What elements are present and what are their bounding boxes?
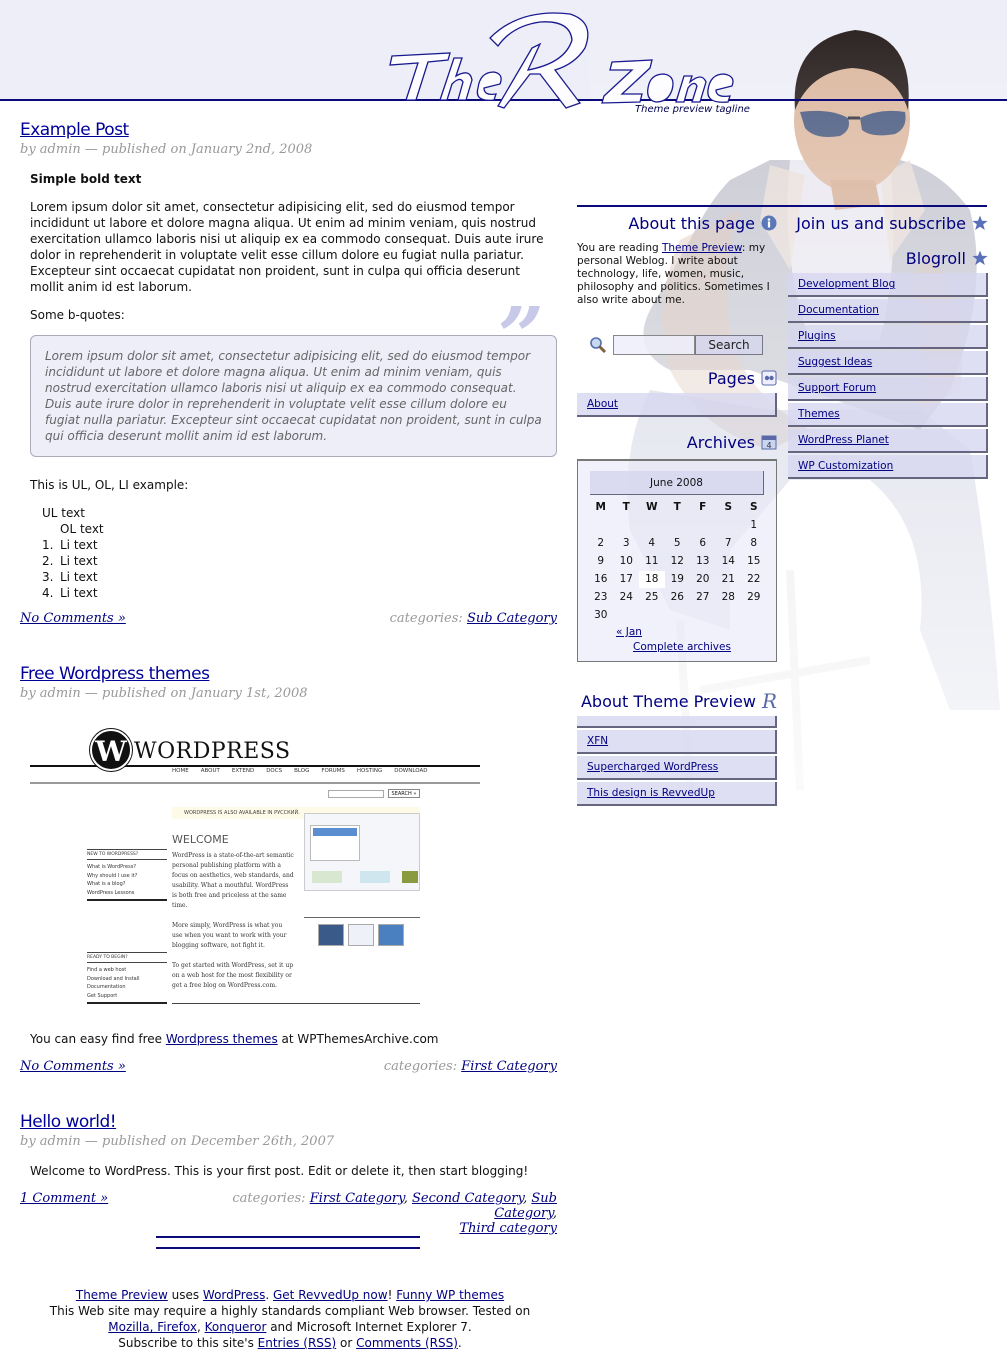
footer-divider [156,1236,420,1238]
pages-icon [761,370,777,386]
ol-text: OL text [60,522,104,536]
blogroll-item[interactable]: Plugins [788,325,988,349]
category-link[interactable]: Sub Category [494,1191,557,1221]
category-link[interactable]: Third category [459,1221,557,1236]
post-title-link[interactable]: Example Post [20,120,129,140]
calendar [577,459,777,662]
wordpress-themes-link[interactable]: Wordpress themes [165,1032,278,1046]
category-link[interactable]: First Category [461,1059,557,1074]
calendar-day: 7 [724,537,732,549]
calendar-today: 18 [639,571,665,588]
calendar-blank [614,517,640,534]
footer-line-2: This Web site may require a highly standards compliant Web browser. Tested on [49,1304,531,1318]
search-form [589,335,777,355]
blogroll-item[interactable]: WP Customization [788,455,988,479]
pages-heading: Pages [577,365,777,391]
calendar-weekday: S [724,501,733,513]
blogroll-heading: Blogroll [788,245,988,271]
calendar-day: 29 [747,591,761,603]
calendar-blank [639,517,665,534]
site-footer [40,1287,540,1351]
page-item-about[interactable]: About [577,393,777,417]
post-meta: by admin — published on January 1st, 2008 [20,686,308,701]
star-icon [972,215,988,231]
calendar-day: 9 [597,555,605,567]
categories: categories: Sub Category [389,611,557,626]
calendar-day: 20 [696,573,710,585]
calendar-day: 2 [597,537,605,549]
calendar-day: 12 [670,555,684,567]
calendar-day: 4 [648,537,656,549]
comments-link[interactable]: 1 Comment » [20,1191,109,1206]
calendar-day: 14 [721,555,735,567]
calendar-day: 19 [670,573,684,585]
complete-archives-link[interactable]: Complete archives [633,641,731,653]
blockquote-text: Lorem ipsum dolor sit amet, consectetur adipisicing elit, sed do eiusmod tempor incididunt ut labore et dolore magna aliqua. Ut enim ad minim veniam, quis nostrud exercitation ullamco laboris nisi ut aliquip ex ea commodo consequat. Duis aute irure dolor in reprehenderit in voluptate velit esse cillum dolore eu fugiat nulla pariatur. Excepteur sint occaecat cupidatat non proident, sunt in culpa qui officia deserunt mollit anim id est laborum. [45,349,542,443]
blogroll-list [788,273,988,479]
list-label: This is UL, OL, LI example: [30,478,189,492]
calendar-blank [716,517,742,534]
footer-mozilla-link[interactable]: Mozilla, Firefox [108,1320,197,1334]
quote-mark-icon: ” [497,289,544,383]
calendar-blank [665,517,691,534]
calendar-day: 27 [696,591,710,603]
calendar-day: 6 [699,537,707,549]
info-icon [761,215,777,231]
post-meta: by admin — published on December 26th, 2007 [20,1134,335,1149]
calendar-day: 26 [670,591,684,603]
post-footer [20,611,557,626]
sidebar-left [577,210,777,808]
wordpress-wordmark: WORDPRESS [134,739,291,764]
comments-link[interactable]: No Comments » [20,1059,126,1074]
calendar-weekday: M [595,501,606,513]
about-heading: About this page [577,210,777,236]
calendar-weekday: T [673,501,681,513]
calendar-day: 16 [594,573,608,585]
footer-wordpress-link[interactable]: WordPress [202,1288,266,1302]
calendar-day: 21 [721,573,735,585]
about-theme-heading: About Theme Preview R [580,689,777,713]
comments-link[interactable]: No Comments » [20,611,126,626]
post-paragraph: Lorem ipsum dolor sit amet, consectetur adipisicing elit, sed do eiusmod tempor incididunt ut labore et dolore magna aliqua. Ut enim ad minim veniam, quis nostrud exercitation ullamco laboris nisi ut aliquip ex ea commodo consequat. Duis aute irure dolor in reprehenderit in voluptate velit esse cillum dolore eu fugiat nulla pariatur. Excepteur sint occaecat cupidatat non proident, sunt in culpa qui officia deserunt mollit anim id est laborum. [30,200,544,294]
calendar-weekday: T [622,501,630,513]
footer-line-4: Subscribe to this site's Entries (RSS) or Comments (RSS). [118,1336,462,1350]
example-list [42,505,557,601]
calendar-day: 13 [696,555,710,567]
footer-line-1: Theme Preview uses WordPress. Get RevvedUp now! Funny WP themes [75,1288,505,1302]
post-meta: by admin — published on January 2nd, 2008 [20,142,313,157]
about-text: You are reading Theme Preview: my personal Weblog. I write about technology, life, women, music, philosophy and politics. Sometimes I also write about me. [577,242,770,306]
prev-month-link[interactable]: « Jan [616,626,642,638]
calendar-links [588,626,766,653]
category-link[interactable]: Sub Category [466,611,557,626]
wordpress-screenshot: W WORDPRESS HOME ABOUT EXTEND DOCS BLOG FORUMS HOSTING DOWNLOAD SEARCH » WORDPRESS IS ALSO AVAILABLE IN РУССКИЙ. WELCOME WordPress is a state-of-the-art semantic personal publishing platform with a focus on aesthetics, web standards, and usability. What a mouthful. WordPress is both free and priceless at the same time. More simply, WordPress is what you use when you want to work with your blogging software, not fight it. To get started with WordPress, set it up on a web host for the most flexibility or get a free blog on WordPress.com. NEW TO WORDPRESS? What is WordPress? Why should I use it? What is a blog? WordPress Lessons READY TO BEGIN? Find a web host Download and Install Documentation Get Support [30,721,480,1021]
about-theme-item-revvedup[interactable]: This design is RevvedUp [577,782,777,806]
calendar-day: 25 [645,591,659,603]
entries-rss-link[interactable]: Entries (RSS) [257,1336,337,1350]
comments-rss-link[interactable]: Comments (RSS) [356,1336,458,1350]
calendar-day: 28 [721,591,735,603]
about-theme-item-xfn[interactable]: XFN [577,730,777,754]
footer-funny-themes-link[interactable]: Funny WP themes [396,1288,505,1302]
calendar-day: 8 [750,537,758,549]
blogroll-item[interactable]: Suggest Ideas [788,351,988,375]
about-theme-item-empty [577,716,777,728]
post-footer [20,1059,557,1074]
wordpress-logo-icon: W [90,729,132,771]
list-item: 2. Li text [42,554,98,568]
calendar-blank [690,517,716,534]
main-content [20,120,557,1236]
post-hello-world [20,1112,557,1236]
blogroll-item[interactable]: Development Blog [788,273,988,297]
footer-theme-preview-link[interactable]: Theme Preview [75,1288,168,1302]
post-body: Welcome to WordPress. This is your first post. Edit or delete it, then start blogging! [30,1164,529,1178]
category-link[interactable]: Second Category [411,1191,524,1206]
subscribe-heading: Join us and subscribe [788,210,988,236]
theme-preview-link[interactable]: Theme Preview [661,242,742,254]
wp-nav: HOME ABOUT EXTEND DOCS BLOG FORUMS HOSTING DOWNLOAD [172,768,428,774]
footer-konqueror-link[interactable]: Konqueror [204,1320,267,1334]
post-title-link[interactable]: Free Wordpress themes [20,664,210,684]
blogroll-item[interactable]: WordPress Planet [788,429,988,453]
calendar-day: 10 [619,555,633,567]
calendar-day: 22 [747,573,761,585]
site-logo[interactable] [380,8,750,113]
calendar-weekday: F [699,501,707,513]
sidebar-right [788,210,988,481]
footer-line-3: Mozilla, Firefox, Konqueror and Microsoft Internet Explorer 7. [108,1320,472,1334]
ul-text: UL text [42,506,85,520]
archives-heading: Archives 4 [577,429,777,455]
bquote-label: Some b-quotes: [30,308,125,322]
calendar-day: 11 [645,555,659,567]
calendar-caption: June 2008 [590,471,764,495]
category-link[interactable]: First Category [309,1191,404,1206]
footer-revvedup-link[interactable]: Get RevvedUp now [273,1288,388,1302]
about-theme-item-supercharged[interactable]: Supercharged WordPress [577,756,777,780]
calendar-grid [588,499,766,624]
search-input[interactable] [613,335,695,355]
calendar-day: 1 [750,519,758,531]
blogroll-item[interactable]: Documentation [788,299,988,323]
search-icon [589,336,607,354]
categories: categories: First Category, Second Category, Sub Category, Third category [232,1191,557,1236]
calendar-day: 24 [619,591,633,603]
footer-divider [156,1247,420,1249]
calendar-day: 30 [594,609,608,621]
search-button[interactable]: Search [695,335,763,355]
calendar-day: 23 [594,591,608,603]
calendar-blank [588,517,614,534]
calendar-weekday: S [749,501,758,513]
site-tagline: Theme preview tagline [635,104,750,115]
post-free-themes [20,664,557,1074]
post-footer [20,1191,557,1236]
calendar-day: 3 [622,537,630,549]
categories: categories: First Category [383,1059,557,1074]
r-logo-icon: R [761,689,777,713]
calendar-day: 15 [747,555,761,567]
list-item: 3. Li text [42,570,98,584]
wp-new-box: NEW TO WORDPRESS? [87,849,167,860]
post-body [30,171,557,601]
list-item: 1. Li text [42,538,98,552]
post-title-link[interactable]: Hello world! [20,1112,117,1132]
blogroll-item[interactable]: Themes [788,403,988,427]
post-example [20,120,557,626]
calendar-icon [761,434,777,450]
calendar-weekday: W [645,501,658,513]
calendar-day: 5 [673,537,681,549]
list-item: 4. Li text [42,586,98,600]
post-body: You can easy find free Wordpress themes at WPThemesArchive.com [30,1032,439,1046]
sidebar-divider [577,205,987,207]
bold-heading: Simple bold text [30,172,142,186]
star-icon [972,250,988,266]
svg-text:4: 4 [766,441,772,450]
blogroll-item[interactable]: Support Forum [788,377,988,401]
calendar-day: 17 [619,573,633,585]
